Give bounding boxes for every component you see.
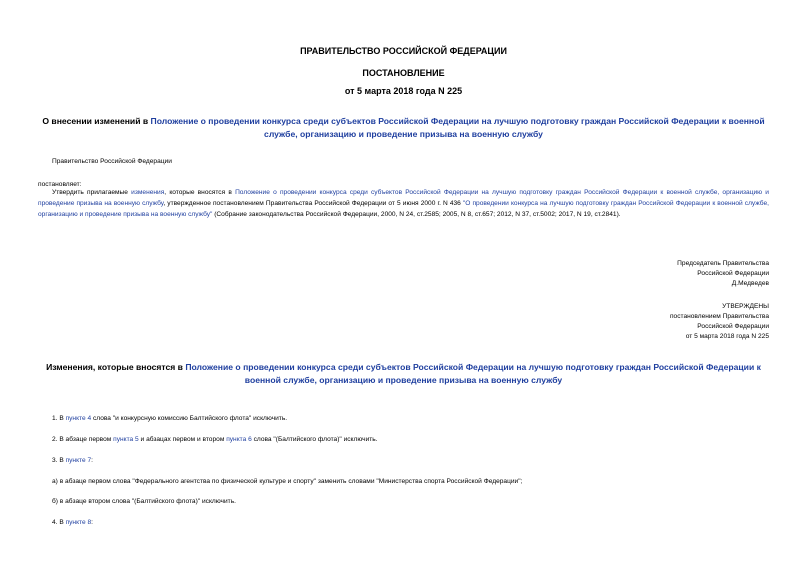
approval-by-decree: постановлением Правительства [669,313,769,320]
approval-date: от 5 марта 2018 года N 225 [685,333,769,340]
para-text-b: , которые вносятся в [164,189,236,196]
list-item [52,457,93,464]
list-item [52,415,287,422]
para-text-c: , утвержденное постановлением Правительства Российской Федерации от 5 июня 2000 г. N 436 [163,200,463,207]
item-text: слова "и конкурсную комиссию Балтийского флота" исключить. [91,415,288,422]
government-line: Правительство Российской Федерации [52,158,172,165]
list-item [52,519,93,526]
decrees-line: постановляет: [38,181,82,188]
main-paragraph [38,187,769,220]
approval-block [670,302,769,342]
title-prefix: О внесении изменений в [42,116,151,126]
item-text: 3. В [52,457,66,464]
para-text-d: (Собрание законодательства Российской Федерации, 2000, N 24, ст.2585; 2005, N 8, ст.657; 2012, N 37, ст.5002; 2017, N 19, ст.2841). [212,211,621,218]
approval-country: Российской Федерации [697,323,769,330]
list-item: б) в абзаце втором слова "(Балтийского флота)" исключить. [52,498,236,505]
item-text: слова "(Балтийского флота)" исключить. [251,436,378,443]
link-point-7[interactable]: пункте 7 [65,457,92,464]
signature-block [677,259,769,289]
list-item [52,436,378,443]
changes-title-prefix: Изменения, которые вносятся в [46,362,186,372]
approval-approved: УТВЕРЖДЕНЫ [722,303,769,310]
document-title [30,115,777,141]
link-point-6[interactable]: пункта 6 [226,436,252,443]
title-link[interactable]: Положение о проведении конкурса среди субъектов Российской Федерации на лучшую подготовку граждан Российской Федерации к военной службе, организацию и проведение призыва на военную службу [150,116,765,139]
link-decree-436[interactable]: "О проведении конкурса на лучшую подготовку граждан Российской Федерации к военной службе, организацию и проведение призыва на военную службу" [38,200,769,218]
link-point-5[interactable]: пункта 5 [113,436,139,443]
item-text: 1. В [52,415,66,422]
item-text: и абзацах первом и втором [138,436,227,443]
signature-name: Д.Медведев [731,280,769,287]
changes-title [40,361,767,387]
item-text: 2. В абзаце первом [52,436,114,443]
link-point-8[interactable]: пункте 8 [65,519,92,526]
header-decree: ПОСТАНОВЛЕНИЕ [362,68,445,78]
changes-title-link[interactable]: Положение о проведении конкурса среди субъектов Российской Федерации на лучшую подготовку граждан Российской Федерации к военной службе, организацию и проведение призыва на военную службу [185,362,761,385]
link-regulation[interactable]: Положение о проведении конкурса среди субъектов Российской Федерации на лучшую подготовку граждан Российской Федерации к военной службе, организацию и проведение призыва на военную службу [38,189,769,207]
signature-position: Председатель Правительства [677,260,769,267]
item-text: : [91,457,93,464]
para-text-a: Утвердить прилагаемые [52,189,132,196]
header-government: ПРАВИТЕЛЬСТВО РОССИЙСКОЙ ФЕДЕРАЦИИ [300,46,507,56]
header-date: от 5 марта 2018 года N 225 [344,86,463,96]
link-point-4[interactable]: пункте 4 [65,415,92,422]
signature-country: Российской Федерации [697,270,769,277]
item-text: : [91,519,93,526]
item-text: 4. В [52,519,66,526]
list-item: а) в абзаце первом слова "Федерального агентства по физической культуре и спорту" заменить словами "Министерства спорта Российской Федерации"; [52,478,523,485]
link-changes[interactable]: изменения [131,189,165,196]
